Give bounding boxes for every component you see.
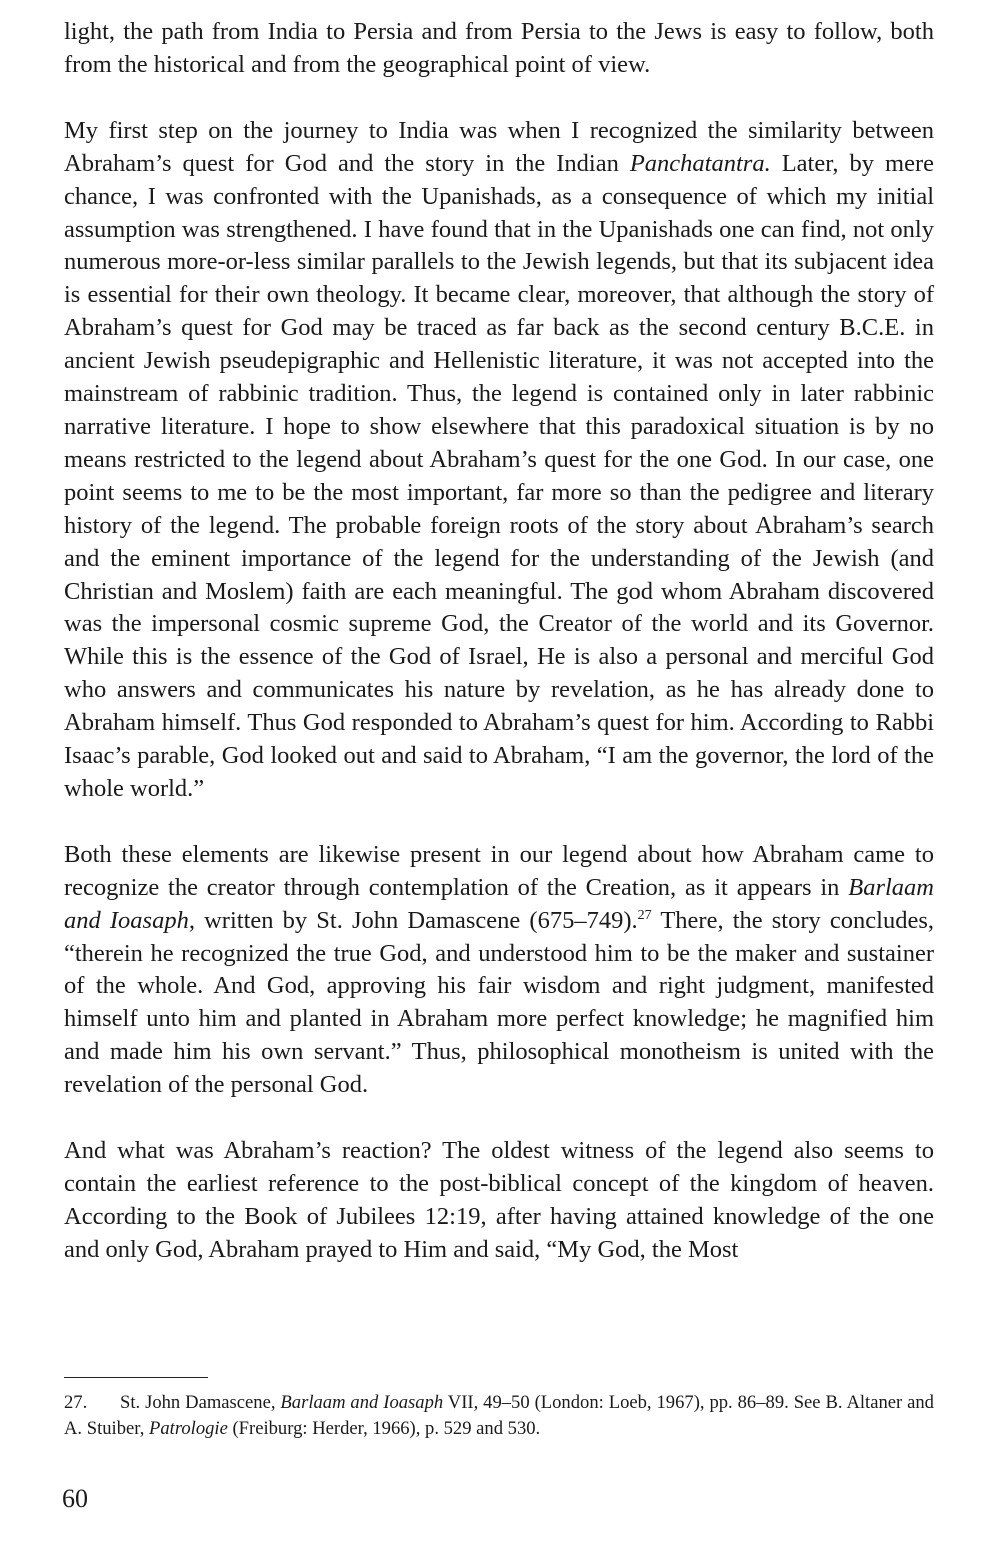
text-run: My first step on the journey to India was when I recognized the similarity between Abraham’s quest for God and the story in the Indian [64, 116, 934, 177]
italic-text: Barlaam and Ioasaph [280, 1392, 444, 1413]
paragraph-3 [64, 839, 934, 1102]
paragraph-2 [64, 115, 934, 806]
text-run: Later, by mere chance, I was confronted with the Upanishads, as a consequence of which my initial assumption was strengthened. I have found that in the Upanishads one can find, not only numerous more-or-less similar parallels to the Jewish legends, but that its subjacent idea is essential for their own theology. It became clear, moreover, that although the story of Abraham’s quest for God may be traced as far back as the second century B.C.E. in ancient Jewish pseudepigraphic and Hellenistic literature, it was not accepted into the mainstream of rabbinic tradition. Thus, the legend is contained only in later rabbinic narrative literature. I hope to show elsewhere that this paradoxical situation is by no means restricted to the legend about Abraham’s quest for the one God. In our case, one point seems to me to be the most important, far more so than the pedigree and literary history of the legend. The probable foreign roots of the story about Abraham’s search and the eminent importance of the legend for the understanding of the Jewish (and Christian and Moslem) faith are each meaningful. The god whom Abraham discovered was the impersonal cosmic supreme God, the Creator of the world and its Governor. While this is the essence of the God of Israel, He is also a personal and merciful God who answers and communicates his nature by revelation, as he has already done to Abraham himself. Thus God responded to Abraham’s quest for him. According to Rabbi Isaac’s parable, God looked out and said to Abraham, “I am the governor, the lord of the whole world.” [64, 149, 934, 802]
footnote-text [64, 1392, 934, 1439]
italic-text: Panchatantra. [629, 149, 771, 177]
italic-text: Barlaam and Ioasaph, [64, 873, 934, 934]
footnote-27 [64, 1390, 934, 1442]
text-run: There, the story concludes, “therein he recognized the true God, and understood him to be the maker and sustainer of the whole. And God, approving his fair wisdom and right judgment, manifested himself unto him and planted in Abraham more perfect knowledge; he magnified him and made him his own servant.” Thus, philosophical monotheism is united with the revelation of the personal God. [64, 906, 934, 1099]
text-run: St. John Damascene, [120, 1392, 281, 1413]
text-run: (Freiburg: Herder, 1966), p. 529 and 530. [227, 1418, 541, 1439]
text-run: And what was Abraham’s reaction? The oldest witness of the legend also seems to contain the earliest reference to the post-biblical concept of the kingdom of heaven. According to the Book of Jubilees 12:19, after having attained knowledge of the one and only God, Abraham prayed to Him and said, “My God, the Most [64, 1137, 934, 1263]
footnotes [64, 1390, 934, 1442]
body-text [64, 16, 934, 1267]
page-number: 60 [62, 1484, 88, 1513]
footnote-reference: 27 [637, 907, 652, 923]
text-run: written by St. John Damascene (675–749). [194, 906, 638, 934]
text-run: VII, 49–50 (London: Loeb, 1967), pp. 86–89. See B. Altaner and A. Stuiber, [64, 1392, 934, 1439]
text-run: Both these elements are likewise present in our legend about how Abraham came to recognize the creator through contemplation of the Creation, as it appears in [64, 840, 934, 901]
paragraph-1 [64, 16, 934, 82]
footnote-divider [64, 1377, 208, 1378]
paragraph-4 [64, 1135, 934, 1267]
italic-text: Patrologie [149, 1418, 228, 1439]
footnote-number: 27. [64, 1392, 88, 1413]
text-run: light, the path from India to Persia and from Persia to the Jews is easy to follow, both from the historical and from the geographical point of view. [64, 18, 934, 78]
